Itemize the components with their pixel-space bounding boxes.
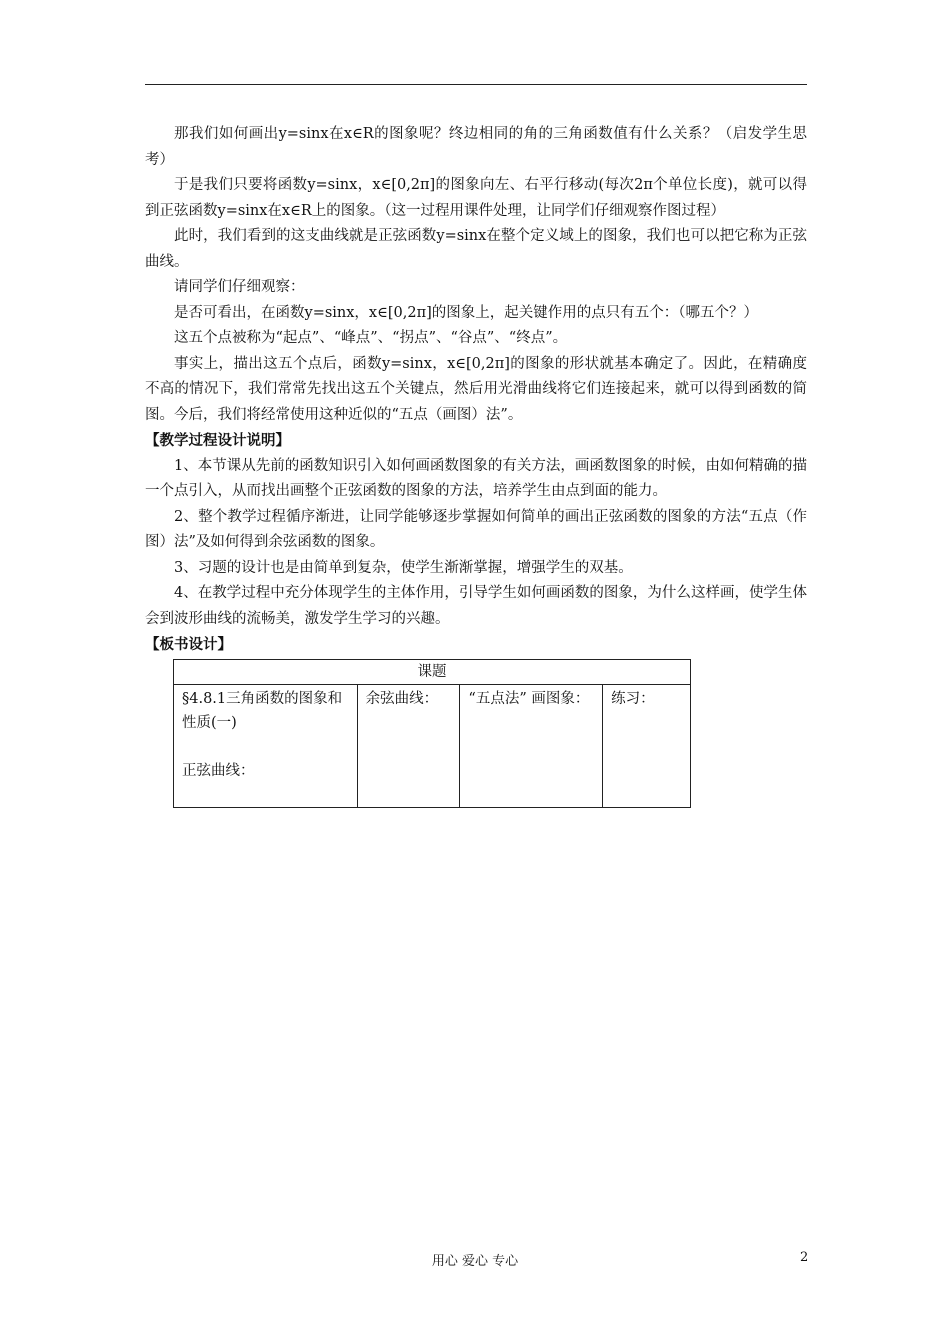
sine-curve-label: 正弦曲线：	[182, 762, 255, 779]
board-design-table	[173, 659, 691, 808]
paragraph: 这五个点被称为“起点”、“峰点”、“拐点”、“谷点”、“终点”。	[174, 330, 568, 346]
document-body	[145, 122, 807, 808]
paragraph: 4、在教学过程中充分体现学生的主体作用，引导学生如何画函数的图象，为什么这样画，使学生体会到波形曲线的流畅美，激发学生学习的兴趣。	[145, 585, 807, 627]
paragraph: 3、习题的设计也是由简单到复杂，使学生渐渐掌握，增强学生的双基。	[174, 559, 633, 576]
paragraph: 1、本节课从先前的函数知识引入如何画函数图象的有关方法，画函数图象的时候，由如何精确的描一个点引入，从而找出画整个正弦函数的图象的方法，培养学生由点到面的能力。	[145, 457, 807, 499]
table-cell-five-point: “五点法” 画图象：	[460, 684, 603, 807]
section-heading: 【教学过程设计说明】	[145, 432, 290, 449]
table-title-cell: 课题	[174, 659, 691, 684]
table-cell-cosine: 余弦曲线：	[357, 684, 460, 807]
table-cell-exercise: 练习：	[603, 684, 691, 807]
paragraph: 是否可看出，在函数y=sinx，x∈[0,2π]的图象上，起关键作用的点只有五个：（哪五个？）	[174, 304, 758, 321]
table-cell-topic	[174, 684, 358, 807]
paragraph: 2、整个教学过程循序渐进，让同学能够逐步掌握如何简单的画出正弦函数的图象的方法“五点（作图）法”及如何得到余弦函数的图象。	[145, 508, 807, 550]
paragraph: 请同学们仔细观察：	[174, 279, 305, 295]
section-heading: 【板书设计】	[145, 636, 232, 653]
footer-motto: 用心 爱心 专心	[431, 1254, 519, 1269]
paragraph: 事实上，描出这五个点后，函数y=sinx，x∈[0,2π]的图象的形状就基本确定了。因此，在精确度不高的情况下，我们常常先找出这五个关键点，然后用光滑曲线将它们连接起来，就可以得到函数的简图。今后，我们将经常使用这种近似的“五点（画图）法”。	[145, 355, 807, 423]
paragraph: 于是我们只要将函数y=sinx，x∈[0,2π]的图象向左、右平行移动(每次2π个单位长度)，就可以得到正弦函数y=sinx在x∈R上的图象。（这一过程用课件处理，让同学们仔细观察作图过程）	[145, 177, 807, 219]
paragraph: 此时，我们看到的这支曲线就是正弦函数y=sinx在整个定义域上的图象，我们也可以把它称为正弦曲线。	[145, 228, 807, 270]
page-number: 2	[800, 1250, 809, 1265]
header-rule	[145, 84, 807, 85]
topic-heading: §4.8.1三角函数的图象和性质(一)	[182, 690, 343, 731]
paragraph: 那我们如何画出y=sinx在x∈R的图象呢？终边相同的角的三角函数值有什么关系？（启发学生思考）	[145, 126, 807, 168]
